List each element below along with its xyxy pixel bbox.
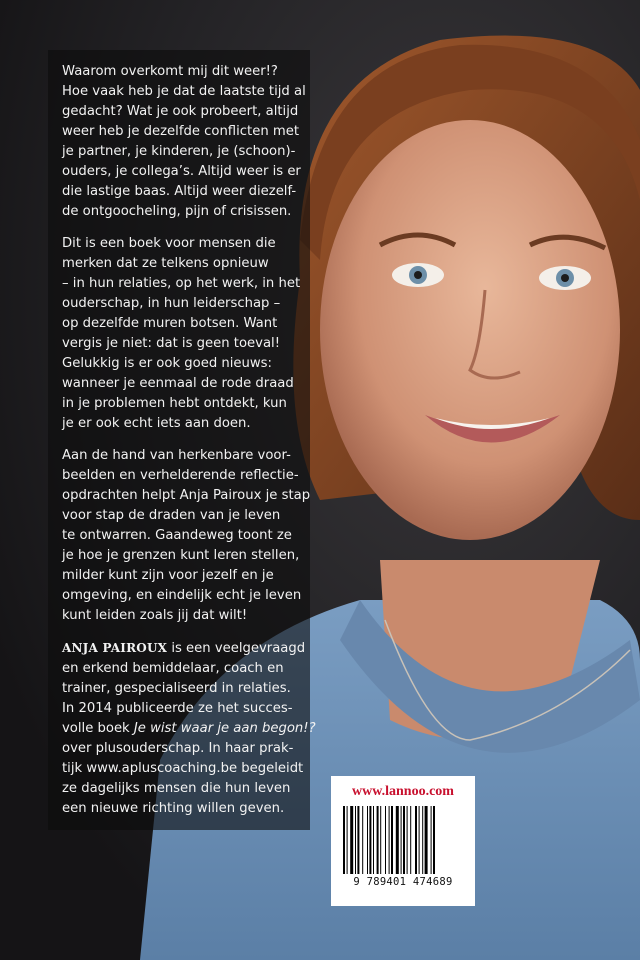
- text-line: tijk www.apluscoaching.be begeleidt: [62, 761, 304, 776]
- text-line: die lastige baas. Altijd weer diezelf-: [62, 184, 297, 199]
- text-line: te ontwarren. Gaandeweg toont ze: [62, 528, 292, 543]
- barcode-bar: [380, 806, 381, 874]
- text-line: kunt leiden zoals jij dat wilt!: [62, 608, 248, 623]
- text-line: op dezelfde muren botsen. Want: [62, 316, 278, 331]
- text-line: je hoe je grenzen kunt leren stellen,: [62, 548, 300, 563]
- text-line: [62, 638, 310, 659]
- text-line: de ontgoocheling, pijn of crisissen.: [62, 204, 292, 219]
- barcode-bar: [389, 806, 390, 874]
- text-line: trainer, gespecialiseerd in relaties.: [62, 681, 291, 696]
- text-line: In 2014 publiceerde ze het succes-: [62, 701, 293, 716]
- blurb-paragraph-1: [62, 62, 310, 222]
- barcode-bar: [419, 806, 420, 874]
- barcode-bar: [362, 806, 363, 874]
- barcode-bar: [396, 806, 399, 874]
- blurb-paragraph-2: [62, 234, 310, 434]
- text-line: voor stap de draden van je leven: [62, 508, 281, 523]
- text-line: ouders, je collega’s. Altijd weer is er: [62, 164, 301, 179]
- barcode-bar: [425, 806, 428, 874]
- text-line: opdrachten helpt Anja Pairoux je stap: [62, 488, 311, 503]
- text-line: – in hun relaties, op het werk, in het: [62, 276, 301, 291]
- bio-text: is een veelgevraagd: [167, 641, 306, 656]
- barcode-bar: [357, 806, 359, 874]
- barcode-bar: [355, 806, 356, 874]
- text-line: omgeving, en eindelijk echt je leven: [62, 588, 302, 603]
- text-line: weer heb je dezelfde conflicten met: [62, 124, 299, 139]
- barcode-box: [331, 776, 475, 906]
- barcode-bar: [350, 806, 353, 874]
- book-title: Je wist waar je aan begon!?: [133, 721, 316, 736]
- barcode-bar: [431, 806, 432, 874]
- blurb-paragraph-3: [62, 446, 310, 626]
- bio-text: volle boek: [62, 721, 134, 736]
- barcode-bar: [415, 806, 417, 874]
- publisher-url: www.lannoo.com: [352, 784, 454, 799]
- barcode-bar: [403, 806, 405, 874]
- barcode-icon: [343, 806, 463, 874]
- text-line: in je problemen hebt ontdekt, kun: [62, 396, 287, 411]
- author-bio: [62, 638, 316, 819]
- author-name: ANJA PAIROUX: [62, 641, 168, 655]
- text-line: gedacht? Wat je ook probeert, altijd: [62, 104, 299, 119]
- barcode-bar: [377, 806, 379, 874]
- barcode-bar: [433, 806, 435, 874]
- barcode-bar: [391, 806, 393, 874]
- barcode-bar: [343, 806, 345, 874]
- text-line: je er ook echt iets aan doen.: [62, 416, 251, 431]
- text-line: [62, 719, 316, 739]
- text-line: milder kunt zijn voor jezelf en je: [62, 568, 274, 583]
- text-line: Dit is een boek voor mensen die: [62, 236, 276, 251]
- barcode-bar: [385, 806, 386, 874]
- text-line: over plusouderschap. In haar prak-: [62, 741, 294, 756]
- text-line: Waarom overkomt mij dit weer!?: [62, 64, 278, 79]
- barcode-bar: [373, 806, 374, 874]
- text-line: Aan de hand van herkenbare voor-: [62, 448, 291, 463]
- text-line: merken dat ze telkens opnieuw: [62, 256, 269, 271]
- text-line: wanneer je eenmaal de rode draad: [62, 376, 294, 391]
- isbn-number: 9 789401 474689: [353, 876, 453, 888]
- text-line: en erkend bemiddelaar, coach en: [62, 661, 284, 676]
- barcode-bar: [422, 806, 423, 874]
- text-line: Hoe vaak heb je dat de laatste tijd al: [62, 84, 306, 99]
- barcode-bar: [369, 806, 371, 874]
- text-line: beelden en verhelderende reflectie-: [62, 468, 299, 483]
- barcode-bar: [367, 806, 368, 874]
- text-line: ouderschap, in hun leiderschap –: [62, 296, 281, 311]
- barcode-bar: [410, 806, 411, 874]
- text-line: je partner, je kinderen, je (schoon)-: [62, 144, 296, 159]
- text-line: vergis je niet: dat is geen toeval!: [62, 336, 280, 351]
- text-line: ze dagelijks mensen die hun leven: [62, 781, 291, 796]
- barcode-bar: [407, 806, 408, 874]
- text-line: Gelukkig is er ook goed nieuws:: [62, 356, 272, 371]
- barcode-bar: [401, 806, 402, 874]
- text-line: een nieuwe richting willen geven.: [62, 801, 285, 816]
- barcode-bar: [347, 806, 348, 874]
